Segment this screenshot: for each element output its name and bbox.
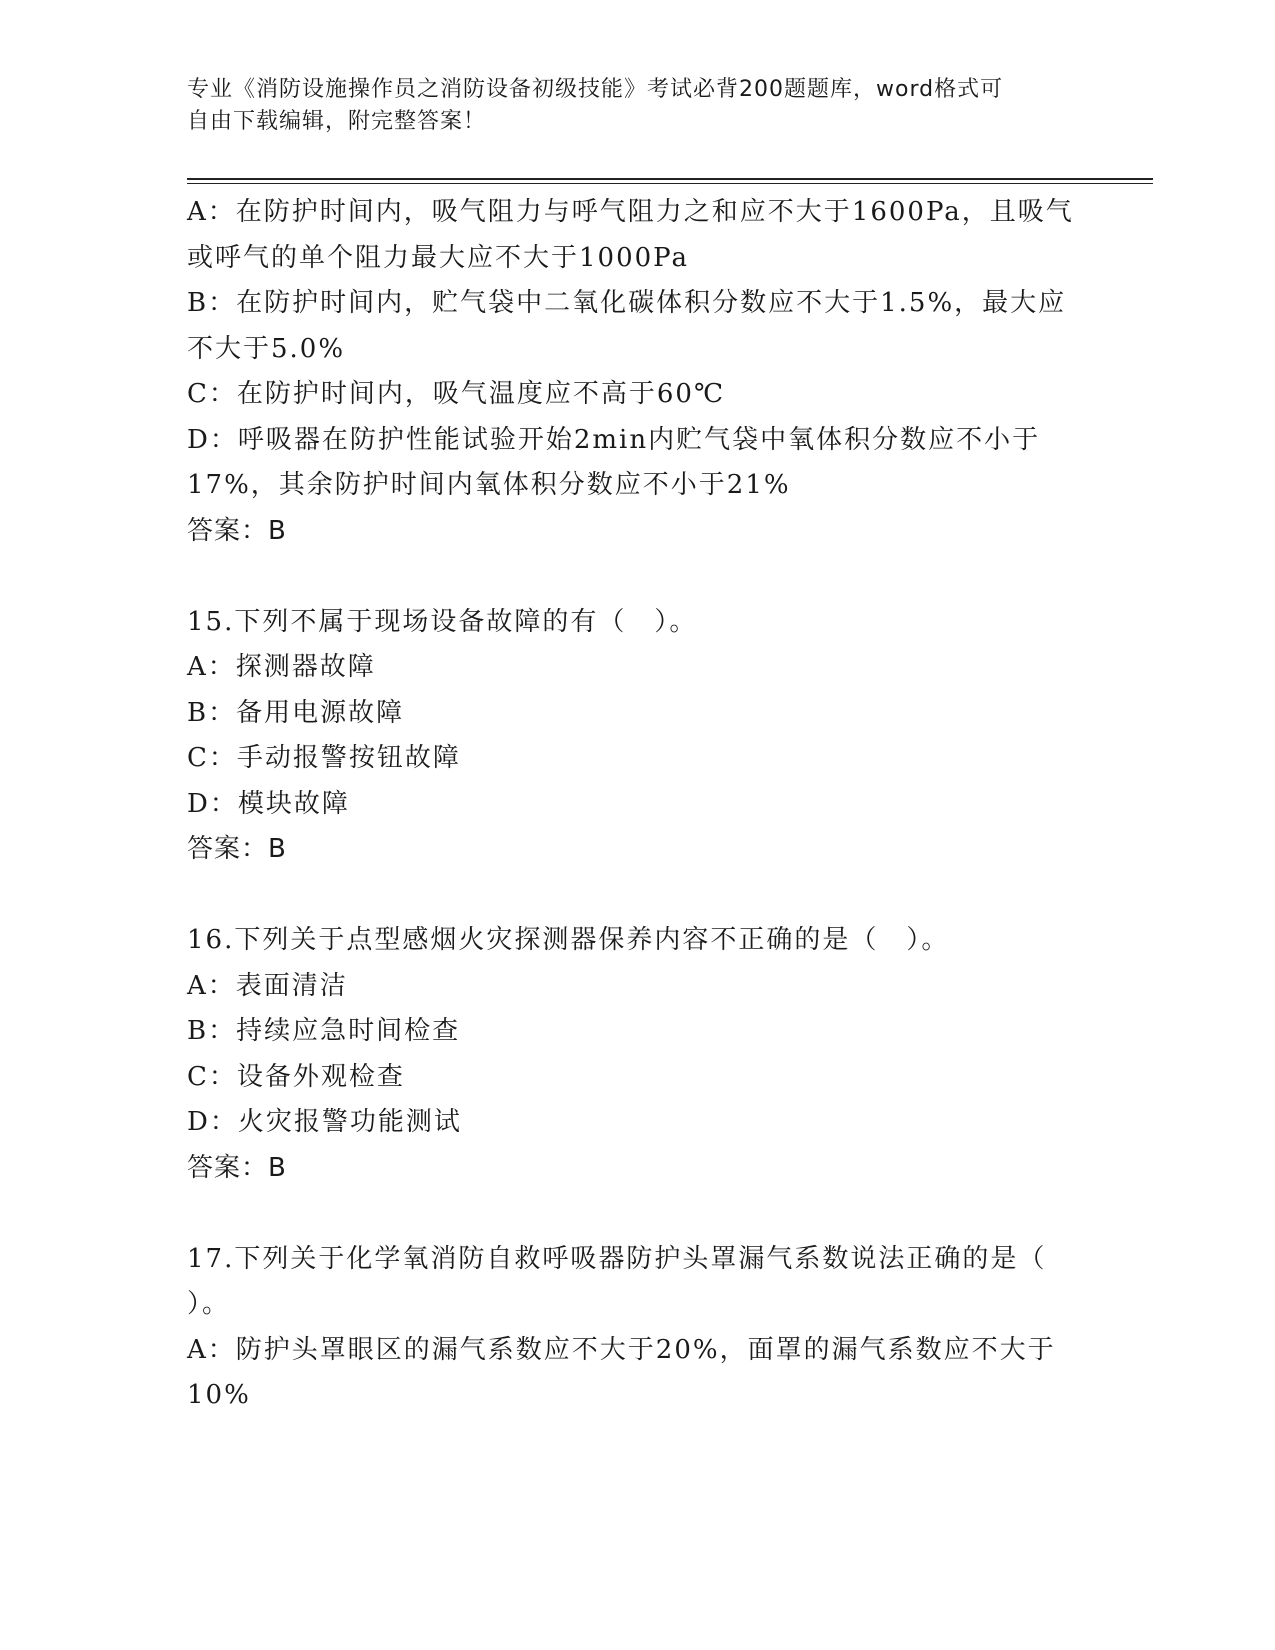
question-17-block	[187, 1237, 1087, 1419]
question-list	[187, 190, 1087, 1419]
header-divider-top	[187, 178, 1153, 180]
header-line-2: 自由下载编辑，附完整答案！	[187, 109, 487, 134]
q14-option-d-line-1: D：呼吸器在防护性能试验开始2min内贮气袋中氧体积分数应不小于	[187, 424, 1041, 455]
question-16-block	[187, 918, 1087, 1191]
header-divider-bottom	[187, 183, 1153, 184]
q14-option-a-line-1: A：在防护时间内，吸气阻力与呼气阻力之和应不大于1600Pa，且吸气	[187, 197, 1074, 227]
q15-option-c: C：手动报警按钮故障	[187, 743, 461, 773]
q16-question: 16.下列关于点型感烟火灾探测器保养内容不正确的是（ ）。	[187, 925, 950, 955]
spacer	[187, 873, 1087, 919]
q15-answer: 答案：B	[187, 834, 287, 864]
q15-option-d: D：模块故障	[187, 788, 350, 819]
q15-option-a: A：探测器故障	[187, 652, 376, 682]
q16-option-c: C：设备外观检查	[187, 1061, 405, 1092]
question-15-block	[187, 600, 1087, 873]
q16-option-a: A：表面清洁	[187, 970, 348, 1001]
page-header	[187, 74, 1067, 138]
spacer	[187, 554, 1087, 600]
q14-option-c: C：在防护时间内，吸气温度应不高于60℃	[187, 379, 726, 409]
q14-answer: 答案：B	[187, 515, 287, 546]
q17-question-line-2: ）。	[187, 1289, 231, 1319]
q14-option-b-line-1: B：在防护时间内，贮气袋中二氧化碳体积分数应不大于1.5%，最大应	[187, 288, 1067, 318]
question-14-block	[187, 190, 1087, 554]
q17-option-a-line-2: 10%	[187, 1380, 251, 1410]
header-line-1: 专业《消防设施操作员之消防设备初级技能》考试必背200题题库，word格式可	[187, 77, 1004, 102]
q16-option-b: B：持续应急时间检查	[187, 1016, 461, 1046]
q17-option-a-line-1: A：防护头罩眼区的漏气系数应不大于20%，面罩的漏气系数应不大于	[187, 1334, 1056, 1365]
spacer	[187, 1191, 1087, 1237]
q17-question-line-1: 17.下列关于化学氧消防自救呼吸器防护头罩漏气系数说法正确的是（	[187, 1243, 1047, 1274]
q15-option-b: B：备用电源故障	[187, 697, 405, 728]
q16-option-d: D：火灾报警功能测试	[187, 1107, 462, 1137]
q14-option-a-line-2: 或呼气的单个阻力最大应不大于1000Pa	[187, 242, 689, 273]
q14-option-b-line-2: 不大于5.0%	[187, 333, 346, 364]
q15-question: 15.下列不属于现场设备故障的有（ ）。	[187, 606, 698, 637]
q14-option-d-line-2: 17%，其余防护时间内氧体积分数应不小于21%	[187, 470, 791, 500]
q16-answer: 答案：B	[187, 1152, 287, 1183]
